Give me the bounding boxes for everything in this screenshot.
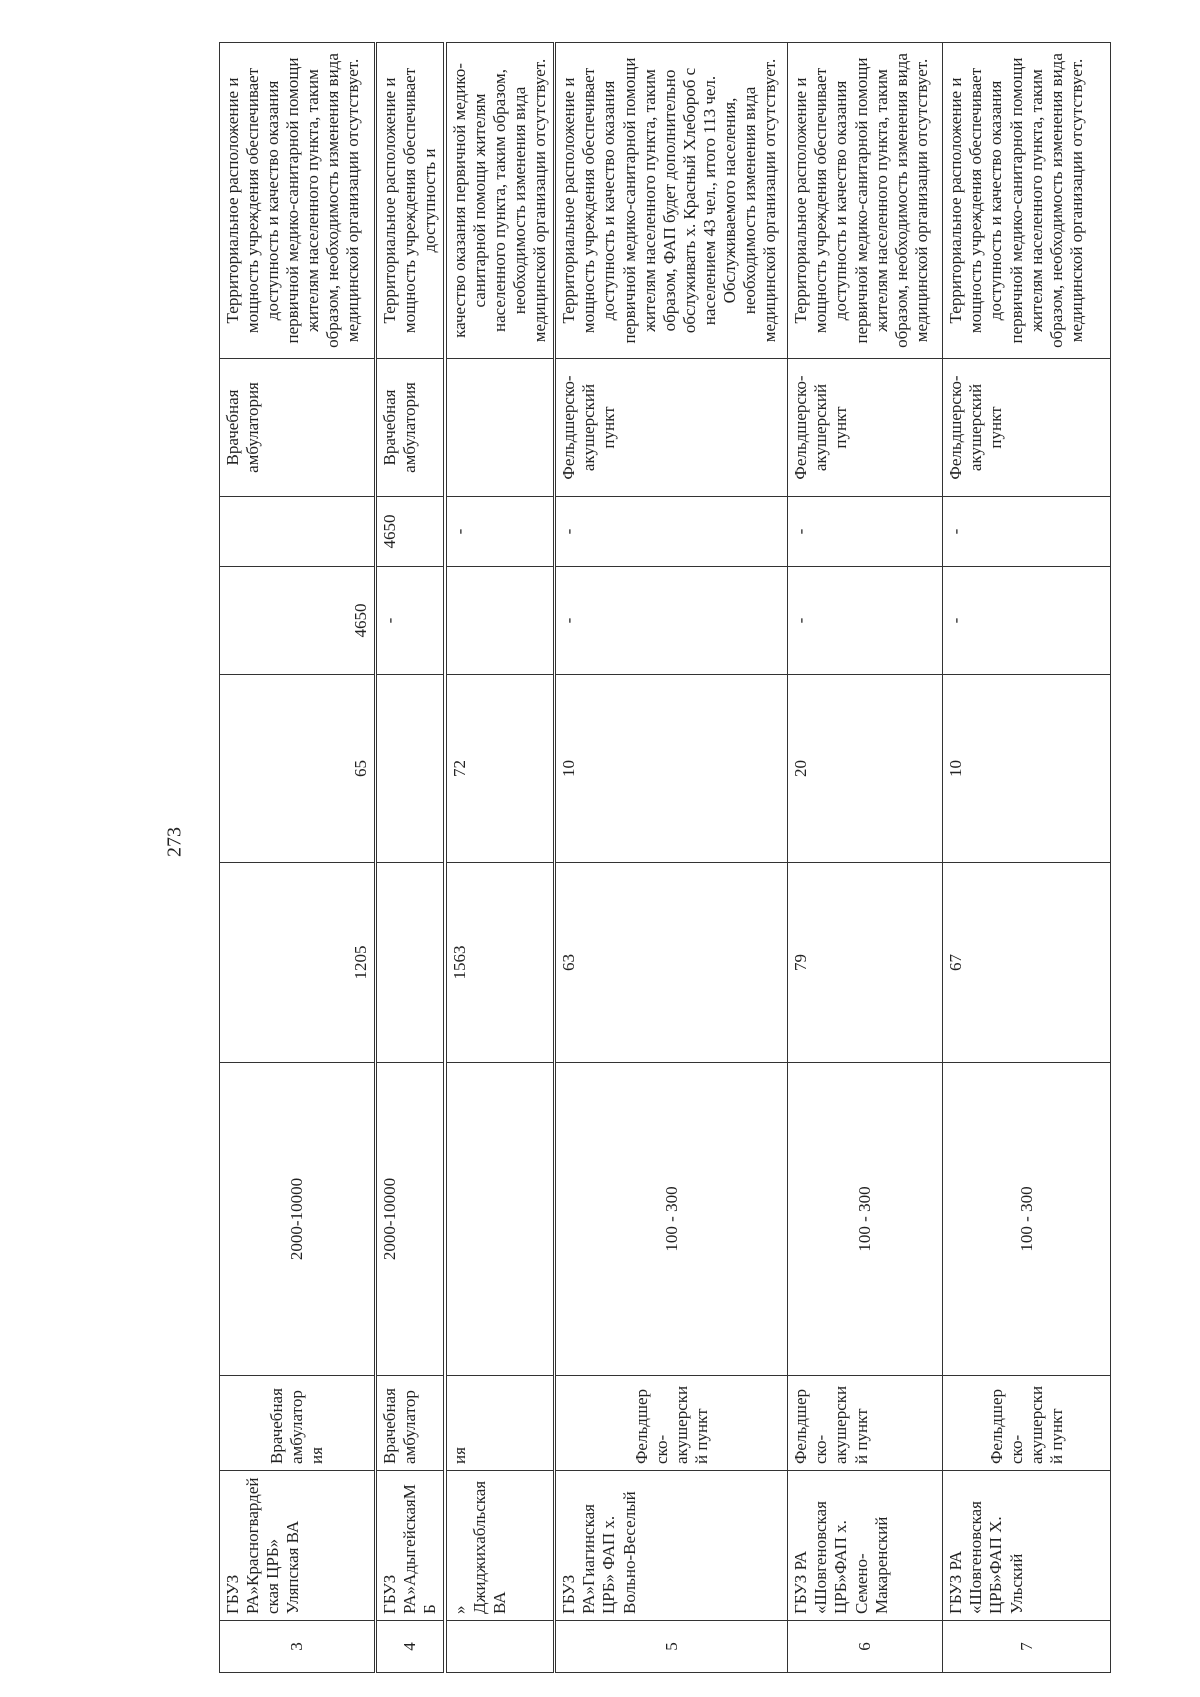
- organization-cell: ГБУЗ РА»Гиагинская ЦРБ» ФАП х. Вольно-Веселый: [555, 1471, 788, 1621]
- population-range-cell: 100 - 300: [788, 1063, 943, 1376]
- facility-type-cell: Фельдшерско-акушерский пункт: [788, 1376, 943, 1471]
- organization-cell: ГБУЗ РА «Шовгеновская ЦРБ»ФАП х. Семено-Макаренский: [788, 1471, 943, 1621]
- value-cell-2: -: [943, 497, 1111, 567]
- target-type-cell: Фельдшерско-акушерский пункт: [555, 359, 788, 497]
- row-number: [445, 1621, 555, 1673]
- organization-cell: » Джиджихабльская ВА: [445, 1471, 555, 1621]
- note-cell: Территориальное расположение и мощность учреждения обеспечивает доступность и качество оказания первичной медико-санитарной помощи жителям населенного пункта, таким образом, необходимость изменения вида медицинской организации отсутствует.: [220, 43, 376, 359]
- population-cell: [376, 863, 446, 1063]
- table-row: [220, 43, 376, 1673]
- row-number: 5: [555, 1621, 788, 1673]
- value-cell-1: -: [555, 567, 788, 675]
- value-cell-2: -: [788, 497, 943, 567]
- note-cell: Территориальное расположение и мощность учреждения обеспечивает доступность и качество оказания первичной медико-санитарной помощи жителям населенного пункта, таким образом, ФАП будет дополнительно обслуживать х. Красный Хлебороб с населением 43 чел., итого 113 чел. Обслуживаемого населения, необходимость изменения вида медицинской организации отсутствует.: [555, 43, 788, 359]
- table-row: [445, 43, 555, 1673]
- target-type-cell: [445, 359, 555, 497]
- target-type-cell: Врачебная амбулатория: [376, 359, 446, 497]
- distance-cell: 65: [220, 675, 376, 863]
- value-cell-2: -: [445, 497, 555, 567]
- row-number: 3: [220, 1621, 376, 1673]
- distance-cell: 10: [555, 675, 788, 863]
- value-cell-1: -: [788, 567, 943, 675]
- note-cell: качество оказания первичной медико-санитарной помощи жителям населенного пункта, таким образом, необходимость изменения вида медицинской организации отсутствует.: [445, 43, 555, 359]
- value-cell-2: [220, 497, 376, 567]
- population-range-cell: 2000-10000: [376, 1063, 446, 1376]
- facility-type-cell: Врачебная амбулатор: [376, 1376, 446, 1471]
- value-cell-2: -: [555, 497, 788, 567]
- target-type-cell: Фельдшерско-акушерский пункт: [943, 359, 1111, 497]
- rotated-table-sheet: [219, 43, 1089, 1673]
- note-cell: Территориальное расположение и мощность учреждения обеспечивает доступность и качество оказания первичной медико-санитарной помощи жителям населенного пункта, таким образом, необходимость изменения вида медицинской организации отсутствует.: [788, 43, 943, 359]
- row-number: 6: [788, 1621, 943, 1673]
- organization-cell: ГБУЗ РА»АдыгейскаяМБ: [376, 1471, 446, 1621]
- population-range-cell: 100 - 300: [555, 1063, 788, 1376]
- organization-cell: ГБУЗ РА»Красногвардейская ЦРБ» Уляпская ВА: [220, 1471, 376, 1621]
- table-row: [943, 43, 1111, 1673]
- facility-type-cell: ия: [445, 1376, 555, 1471]
- table-row: [788, 43, 943, 1673]
- facility-type-cell: Врачебная амбулатория: [220, 1376, 376, 1471]
- distance-cell: [376, 675, 446, 863]
- distance-cell: 20: [788, 675, 943, 863]
- value-cell-1: 4650: [220, 567, 376, 675]
- note-cell: Территориальное расположение и мощность учреждения обеспечивает доступность и качество оказания первичной медико-санитарной помощи жителям населенного пункта, таким образом, необходимость изменения вида медицинской организации отсутствует.: [943, 43, 1111, 359]
- population-cell: 79: [788, 863, 943, 1063]
- facility-type-cell: Фельдшерско-акушерский пункт: [555, 1376, 788, 1471]
- population-range-cell: 100 - 300: [943, 1063, 1111, 1376]
- table-row: [555, 43, 788, 1673]
- population-cell: 1563: [445, 863, 555, 1063]
- note-cell: Территориальное расположение и мощность учреждения обеспечивает доступность и: [376, 43, 446, 359]
- organization-cell: ГБУЗ РА «Шовгеновская ЦРБ»ФАП Х. Ульский: [943, 1471, 1111, 1621]
- distance-cell: 72: [445, 675, 555, 863]
- target-type-cell: Фельдшерско-акушерский пункт: [788, 359, 943, 497]
- value-cell-2: 4650: [376, 497, 446, 567]
- facility-type-cell: Фельдшерско-акушерский пункт: [943, 1376, 1111, 1471]
- page-number: 273: [163, 827, 186, 857]
- value-cell-1: -: [943, 567, 1111, 675]
- row-number: 4: [376, 1621, 446, 1673]
- value-cell-1: -: [376, 567, 446, 675]
- row-number: 7: [943, 1621, 1111, 1673]
- population-cell: 63: [555, 863, 788, 1063]
- value-cell-1: [445, 567, 555, 675]
- table-container: [219, 43, 1089, 1673]
- target-type-cell: Врачебная амбулатория: [220, 359, 376, 497]
- facilities-table: [219, 42, 1111, 1673]
- population-cell: 1205: [220, 863, 376, 1063]
- population-range-cell: 2000-10000: [220, 1063, 376, 1376]
- population-cell: 67: [943, 863, 1111, 1063]
- population-range-cell: [445, 1063, 555, 1376]
- table-row: [376, 43, 446, 1673]
- distance-cell: 10: [943, 675, 1111, 863]
